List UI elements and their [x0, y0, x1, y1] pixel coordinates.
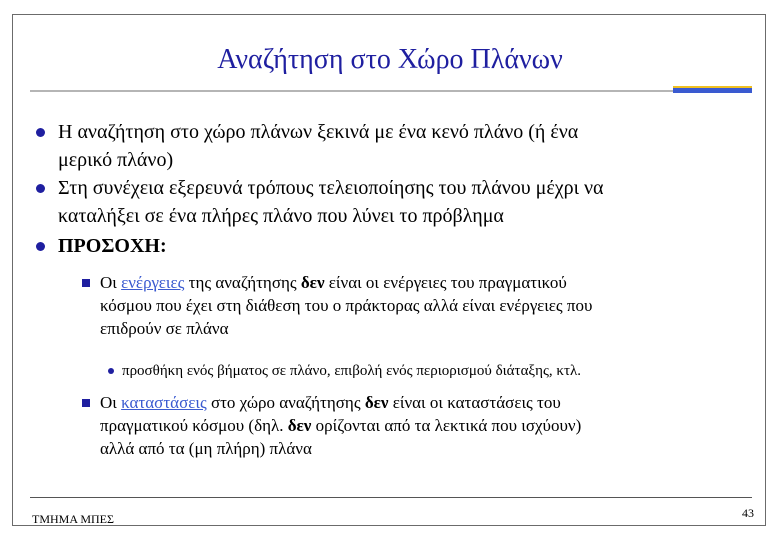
sub-bullet-1-line-2: κόσμου που έχει στη διάθεση του ο πράκτορας αλλά είναι ενέργειες που [100, 296, 593, 315]
slide-title: Αναζήτηση στο Χώρο Πλάνων [217, 44, 563, 75]
bullet-2 [58, 174, 604, 230]
sub-bullet-1 [100, 271, 592, 340]
sub-bullet-2-line-2-prefix: πραγματικού κόσμου (δηλ. [100, 416, 288, 435]
bullet-1 [58, 118, 578, 174]
sub-bullet-2 [100, 391, 581, 460]
sub-bullet-2-line-1 [100, 391, 581, 414]
footer-divider [30, 497, 752, 498]
bullet-dot-icon [36, 128, 45, 137]
bullet-dot-icon [36, 184, 45, 193]
term-energeies: ενέργειες [121, 273, 185, 292]
square-bullet-icon [82, 399, 90, 407]
sub-bullet-2-line-2-rest: ορίζονται από τα λεκτικά που ισχύουν) [311, 416, 582, 435]
sub-bullet-2-emphasis: δεν [364, 393, 389, 412]
sub-bullet-1-prefix: Οι [100, 273, 122, 292]
sub-sub-bullet-1 [122, 361, 581, 381]
bullet-2-line-1: Στη συνέχεια εξερευνά τρόπους τελειοποίησης του πλάνου μέχρι να [58, 177, 604, 199]
sub-bullet-2-middle: στο χώρο αναζήτησης [206, 393, 365, 412]
sub-bullet-2-line-2 [100, 414, 581, 437]
sub-bullet-1-emphasis: δεν [300, 273, 325, 292]
square-bullet-icon [82, 279, 90, 287]
small-bullet-dot-icon [108, 368, 114, 374]
bullet-2-line-2: καταλήξει σε ένα πλήρες πλάνο που λύνει το πρόβλημα [58, 205, 504, 227]
page-number: 43 [742, 506, 754, 520]
footer-org: ΤΜΗΜΑ ΜΠΕΣ [32, 512, 114, 526]
bullet-1-line-2: μερικό πλάνο) [58, 149, 174, 171]
sub-bullet-1-middle: της αναζήτησης [184, 273, 301, 292]
bullet-3 [58, 232, 167, 260]
sub-bullet-2-line-2-emphasis: δεν [287, 416, 312, 435]
sub-bullet-1-line-3: επιδρούν σε πλάνα [100, 319, 229, 338]
sub-bullet-2-rest: είναι οι καταστάσεις του [388, 393, 561, 412]
sub-bullet-1-rest: είναι οι ενέργειες του πραγματικού [324, 273, 567, 292]
term-katastaseis: καταστάσεις [121, 393, 207, 412]
sub-bullet-1-line-1 [100, 271, 592, 294]
sub-sub-bullet-1-text: προσθήκη ενός βήματος σε πλάνο, επιβολή ενός περιορισμού διάταξης, κτλ. [122, 363, 582, 379]
bullet-1-line-1: Η αναζήτηση στο χώρο πλάνων ξεκινά με ένα κενό πλάνο (ή ένα [58, 121, 579, 143]
sub-bullet-2-prefix: Οι [100, 393, 122, 412]
bullet-dot-icon [36, 242, 45, 251]
bullet-3-text: ΠΡΟΣΟΧΗ: [58, 235, 167, 257]
sub-bullet-2-line-3: αλλά από τα (μη πλήρη) πλάνα [100, 439, 312, 458]
